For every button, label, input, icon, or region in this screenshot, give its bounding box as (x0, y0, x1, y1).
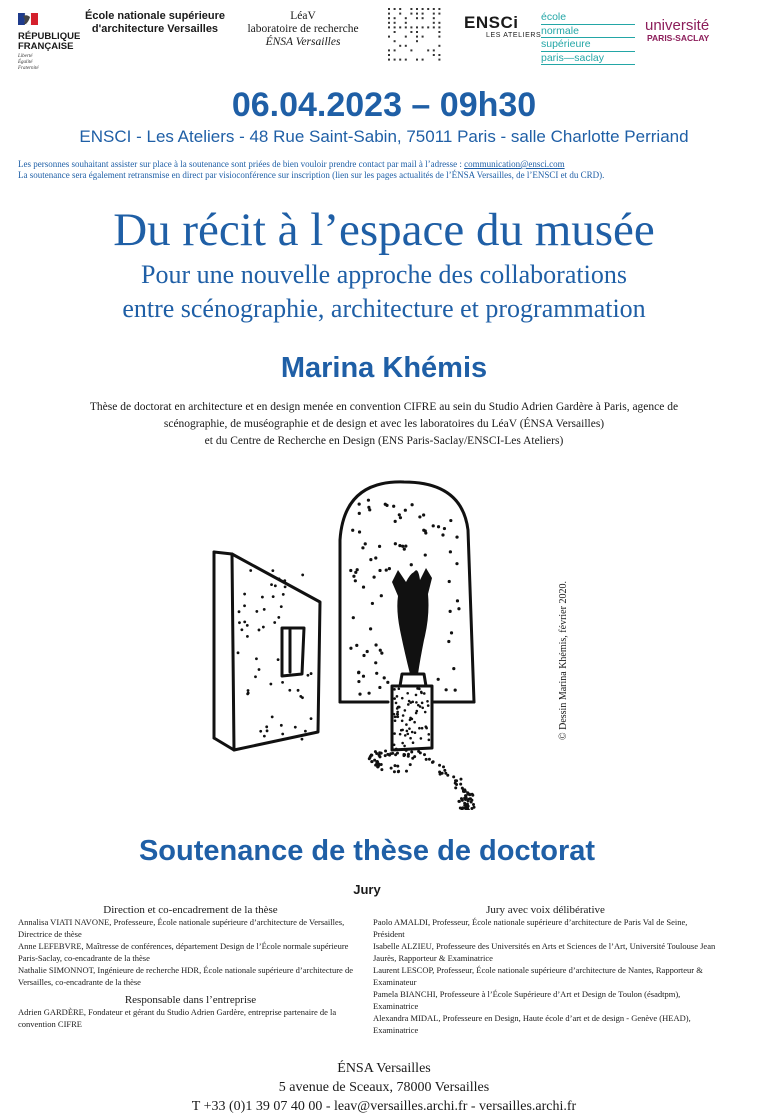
jury-member: Laurent LESCOP, Professeur, École nationale supérieure d’architecture de Nantes, Rapporteur & Examinateur (373, 965, 703, 987)
ups-line2: PARIS-SACLAY (647, 33, 710, 43)
enps-line: école (541, 12, 635, 25)
enps-line: supérieure (541, 39, 635, 52)
leav-logo (236, 10, 370, 49)
attendance-note-text: Les personnes souhaitant assister sur place à la soutenance sont priées de bien vouloir prendre contact par mail à l’adresse : (18, 159, 465, 169)
jury-member: Anne LEFEBVRE, Maîtresse de conférences, département Design de l’École normale supérieure Paris-Saclay, co-encadrante de la thèse (18, 941, 349, 963)
defense-title: Soutenance de thèse de doctorat (138, 835, 596, 867)
broadcast-note: La soutenance sera également retransmise en direct par visioconférence sur inscription (lien sur les pages actualités de l’ÉNSA Versailles, de l’ENSCI et du CRD). (18, 170, 605, 180)
ensci-name: ENSCi (464, 13, 519, 32)
enps-line: paris—saclay (541, 53, 635, 66)
drawing-credit-text: © Dessin Marina Khémis, février 2020. (558, 581, 569, 740)
jury-member: Isabelle ALZIEU, Professeure des Universités en Arts et Sciences de l’Art, Université Toulouse Jean Jaurès, Rapporteur & Examinatrice (373, 941, 716, 963)
thesis-subtitle (0, 258, 768, 326)
leav-name: LéaV (290, 10, 316, 22)
company-member: Adrien GARDÈRE, Fondateur et gérant du Studio Adrien Gardère, entreprise partenaire de la convention CIFRE (18, 1007, 337, 1029)
ups-line1: université (645, 17, 710, 34)
ensci-tagline: LES ATELIERS (486, 32, 542, 39)
jury-voting-column (373, 904, 718, 1036)
jury-member: Paolo AMALDI, Professeur, École nationale supérieure d’architecture de Paris Val de Seine, Président (373, 917, 688, 939)
description-line: et du Centre de Recherche en Design (ENS Paris-Saclay/ENSCI-Les Ateliers) (204, 435, 564, 447)
jury-member: Alexandra MIDAL, Professeure en Design, Haute école d’art et de design - Genève (HEAD), Examinatrice (373, 1013, 691, 1035)
ens-paris-saclay-logo (541, 12, 635, 66)
enps-line: normale (541, 26, 635, 39)
ensa-versailles-logo: École nationale supérieure d'architecture Versailles (85, 10, 225, 35)
universite-paris-saclay-logo (645, 18, 709, 43)
footer-school: ÉNSA Versailles (337, 1061, 431, 1076)
republique-francaise-logo (18, 12, 80, 72)
jury-member: Pamela BIANCHI, Professeure à l’École Supérieure d’Art et Design de Toulon (ésadtpm), Examinatrice (373, 989, 681, 1011)
direction-heading: Direction et co-encadrement de la thèse (103, 904, 278, 916)
jury-label: Jury (353, 882, 381, 897)
footer-contact (0, 1059, 768, 1116)
museum-sketch-illustration (0, 470, 768, 810)
leav-school: ÉNSA Versailles (265, 36, 341, 48)
partner-logos (0, 8, 768, 71)
ensci-logo (464, 14, 541, 39)
crd-logo (384, 4, 446, 64)
description-line: scénographie, de muséographie et de design et avec les laboratoires du LéaV (ÉNSA Versailles) (163, 418, 605, 430)
description-line: Thèse de doctorat en architecture et en design menée en convention CIFRE au sein du Studio Adrien Gardère à Paris, agence de (89, 401, 679, 413)
rf-name: RÉPUBLIQUE FRANÇAISE (18, 31, 81, 52)
company-heading: Responsable dans l’entreprise (124, 994, 257, 1006)
attendance-note (18, 159, 758, 170)
thesis-description (0, 399, 768, 450)
thesis-title: Du récit à l’espace du musée (113, 204, 655, 256)
event-date: 06.04.2023 – 09h30 (231, 86, 537, 124)
drawing-credit (558, 560, 572, 740)
contact-email-link[interactable]: communication@ensci.com (464, 159, 565, 169)
footer-contact-line[interactable]: T +33 (0)1 39 07 40 00 - leav@versailles.archi.fr - versailles.archi.fr (191, 1099, 577, 1114)
jury-member: Nathalie SIMONNOT, Ingénieure de recherche HDR, École nationale supérieure d’architecture de Versailles, co-encadrante de la thèse (18, 965, 353, 987)
rf-motto: Liberté Égalité Fraternité (18, 54, 39, 71)
author-name: Marina Khémis (280, 352, 488, 384)
jury-member: Annalisa VIATI NAVONE, Professeure, École nationale supérieure d’architecture de Versailles, Directrice de thèse (18, 917, 345, 939)
footer-address: 5 avenue de Sceaux, 78000 Versailles (278, 1080, 490, 1095)
crd-emblem-icon (384, 4, 446, 66)
marianne-icon (18, 13, 38, 25)
jury-direction-column (18, 904, 363, 1030)
voting-heading: Jury avec voix délibérative (486, 904, 605, 916)
leav-subtitle: laboratoire de recherche (247, 23, 359, 35)
subtitle-line1: Pour une nouvelle approche des collaborations (141, 260, 627, 289)
subtitle-line2: entre scénographie, architecture et programmation (122, 294, 646, 323)
event-venue: ENSCI - Les Ateliers - 48 Rue Saint-Sabin, 75011 Paris - salle Charlotte Perriand (79, 127, 689, 146)
